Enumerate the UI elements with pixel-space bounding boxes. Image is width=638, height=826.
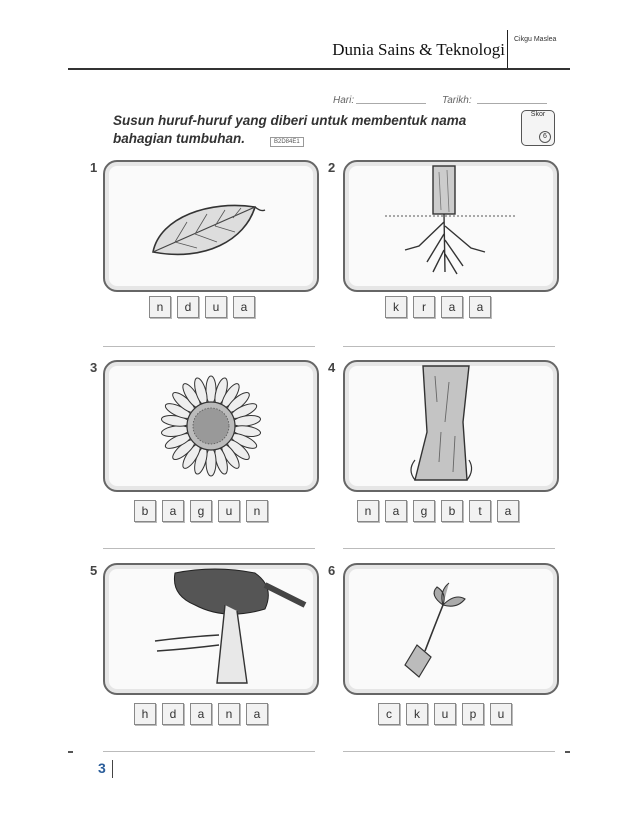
instruction-text: Susun huruf-huruf yang diberi untuk membentuk nama bahagian tumbuhan. [113,113,467,146]
letter-tile: k [385,296,407,318]
flower-icon [105,362,317,490]
letter-tile: k [406,703,428,725]
worksheet-code: B2D84E1 [270,137,304,147]
hari-line [356,103,426,104]
hari-label: Hari: [333,95,355,106]
picture-frame-flower [103,360,319,492]
letter-tile: a [190,703,212,725]
picture-frame-stem [343,360,559,492]
letter-tile: c [378,703,400,725]
letter-tile: b [441,500,463,522]
question-number: 1 [90,160,98,175]
letter-tile: d [177,296,199,318]
letter-tiles [357,500,519,522]
question-number: 6 [328,563,336,578]
seedling-icon [345,565,557,693]
header-divider [507,30,508,68]
letter-tile: b [134,500,156,522]
picture-frame-seedling [343,563,559,695]
score-value: 6 [539,131,551,143]
letter-tile: u [218,500,240,522]
letter-tile: t [469,500,491,522]
letter-tile: n [357,500,379,522]
letter-tile: a [233,296,255,318]
letter-tile: u [490,703,512,725]
score-box [521,110,555,146]
letter-tile: n [246,500,268,522]
letter-tile: a [162,500,184,522]
footer-divider [112,760,113,778]
letter-tiles [134,703,268,725]
letter-tiles [134,500,268,522]
question-number: 5 [90,563,98,578]
letter-tile: p [462,703,484,725]
answer-line[interactable] [343,751,555,752]
letter-tile: r [413,296,435,318]
question-number: 2 [328,160,336,175]
header-rule [68,68,570,70]
tarikh-line [477,103,547,104]
roots-icon [345,162,557,290]
answer-line[interactable] [103,548,315,549]
score-label: Skor [530,111,546,118]
margin-mark [565,751,570,753]
page-number: 3 [98,760,106,776]
letter-tiles [149,296,255,318]
letter-tile: g [413,500,435,522]
letter-tile: n [149,296,171,318]
leaf-icon [105,162,317,290]
letter-tile: g [190,500,212,522]
answer-line[interactable] [343,346,555,347]
letter-tile: a [469,296,491,318]
letter-tiles [378,703,512,725]
picture-frame-leaf [103,160,319,292]
letter-tile: n [218,703,240,725]
tarikh-label: Tarikh: [442,95,472,106]
letter-tile: a [441,296,463,318]
question-number: 3 [90,360,98,375]
answer-line[interactable] [103,751,315,752]
letter-tile: h [134,703,156,725]
branch-icon [105,565,317,693]
margin-mark [68,751,73,753]
author-name: Cikgu Maslea [514,36,557,43]
letter-tile: u [205,296,227,318]
letter-tile: a [497,500,519,522]
stem-icon [345,362,557,490]
letter-tile: d [162,703,184,725]
letter-tile: u [434,703,456,725]
letter-tile: a [246,703,268,725]
letter-tiles [385,296,491,318]
answer-line[interactable] [343,548,555,549]
picture-frame-branch [103,563,319,695]
picture-frame-roots [343,160,559,292]
document-title: Dunia Sains & Teknologi [332,40,505,59]
question-number: 4 [328,360,336,375]
letter-tile: a [385,500,407,522]
answer-line[interactable] [103,346,315,347]
